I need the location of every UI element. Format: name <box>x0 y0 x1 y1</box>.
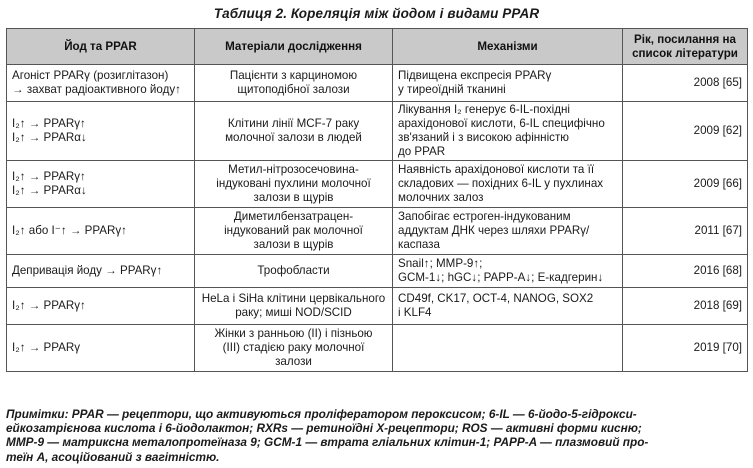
cell-mechanisms-line: і KLF4 <box>398 306 432 319</box>
cell-mechanisms-line: Запобігає естроген-індукованим <box>398 210 571 223</box>
cell-iodine-ppar <box>7 208 195 255</box>
cell-mechanisms-line: у тиреоїдній тканині <box>398 83 506 96</box>
cell-iodine-ppar <box>7 161 195 208</box>
cell-iodine-ppar <box>7 325 195 372</box>
note-line: MMP-9 — матриксна металопротеїназа 9; GCM-1 — втрата гліальних клітин-1; PAPP-A — плазмовий про- <box>6 435 649 450</box>
cell-materials <box>195 208 393 255</box>
cell-mechanisms-line: молочних залоз <box>398 191 484 204</box>
table-row <box>7 255 748 288</box>
cell-materials-line: Жінки з ранньою (II) і пізньою <box>214 327 373 340</box>
cell-mechanisms-line: до PPAR <box>398 145 446 158</box>
cell-materials-line: (III) стадією раку молочної <box>222 341 365 354</box>
cell-materials <box>195 102 393 161</box>
cell-iodine-ppar-line: I₂↑ → PPARα↓ <box>12 184 87 197</box>
cell-mechanisms-line: арахідонової кислоти, 6-IL специфічно <box>398 117 605 130</box>
cell-materials <box>195 161 393 208</box>
table-caption: Таблиця 2. Кореляція між йодом і видами PPAR <box>213 6 540 21</box>
cell-mechanisms-line: каспаза <box>398 238 440 251</box>
cell-materials <box>195 255 393 288</box>
cell-iodine-ppar-line: Агоніст PPARγ (розиглітазон) <box>12 69 169 82</box>
cell-materials-line: Клітини лінії MCF-7 раку <box>227 117 360 130</box>
note-line: Примітки: PPAR — рецептори, що активуються проліфератором пероксисом; 6-IL — 6-йодо-5-гідрокси- <box>6 407 637 421</box>
cell-year-ref: 2018 [69] <box>623 288 748 325</box>
cell-mechanisms-line: аддуктам ДНК через шляхи PPARγ/ <box>398 224 590 237</box>
header-year-ref: Рік, посилання на список літератури <box>623 29 748 65</box>
cell-iodine-ppar <box>7 255 195 288</box>
table-row <box>7 325 748 372</box>
cell-iodine-ppar <box>7 102 195 161</box>
cell-year-ref: 2009 [62] <box>623 102 748 161</box>
cell-materials-line: Пацієнти з карциномою <box>229 69 358 82</box>
cell-mechanisms-line: Лікування I₂ генерує 6-IL-похідні <box>398 103 570 116</box>
cell-materials <box>195 325 393 372</box>
cell-year-ref: 2019 [70] <box>623 325 748 372</box>
cell-iodine-ppar-line: I₂↑ → PPARγ <box>12 341 81 354</box>
cell-iodine-ppar-line: I₂↑ → PPARα↓ <box>12 131 87 144</box>
cell-iodine-ppar-line: I₂↑ → PPARγ↑ <box>12 170 86 183</box>
cell-materials <box>195 288 393 325</box>
table-header-row <box>7 29 748 65</box>
cell-mechanisms-line: CD49f, CK17, OCT-4, NANOG, SOX2 <box>398 292 594 305</box>
cell-materials-line: залози <box>275 355 312 368</box>
note-line: теїн A, асоційований з вагітністю. <box>6 449 220 464</box>
table-row <box>7 65 748 102</box>
note-line: ейкозатрієнова кислота і 6-йодолактон; RXRs — ретиноїдні X-рецептори; ROS — активні форми кисню; <box>6 421 642 436</box>
header-iodine-ppar: Йод та PPAR <box>7 29 195 65</box>
cell-mechanisms-line: Наявність арахідонової кислоти та її <box>398 163 595 176</box>
cell-mechanisms-line: Snail↑; MMP-9↑; <box>398 257 483 270</box>
cell-iodine-ppar <box>7 288 195 325</box>
cell-materials-line: молочної залози в людей <box>225 131 362 144</box>
cell-iodine-ppar-line: I₂↑ → PPARγ↑ <box>12 117 86 130</box>
cell-iodine-ppar <box>7 65 195 102</box>
cell-materials-line: індукований рак молочної <box>224 224 363 237</box>
cell-mechanisms-line: зв'язаний і з високою афінністю <box>398 131 569 144</box>
cell-year-ref: 2009 [66] <box>623 161 748 208</box>
cell-materials-line: індуковані пухлини молочної <box>216 177 371 190</box>
cell-year-ref: 2011 [67] <box>623 208 748 255</box>
cell-materials-line: HeLa і SiHa клітини цервікального <box>201 292 386 305</box>
table-notes <box>6 407 747 464</box>
cell-year-ref: 2016 [68] <box>623 255 748 288</box>
table-row <box>7 208 748 255</box>
cell-materials-line: залози в щурів <box>253 191 334 204</box>
table-row <box>7 102 748 161</box>
cell-mechanisms <box>393 102 623 161</box>
cell-year-ref: 2008 [65] <box>623 65 748 102</box>
cell-materials-line: Диметилбензатрацен- <box>233 210 354 223</box>
cell-mechanisms <box>393 161 623 208</box>
header-mechanisms: Механізми <box>393 29 623 65</box>
cell-mechanisms <box>393 288 623 325</box>
table-row <box>7 161 748 208</box>
cell-mechanisms-line: GCM-1↓; hGC↓; PAPP-A↓; Е-кадгерин↓ <box>398 271 604 284</box>
header-materials: Матеріали дослідження <box>195 29 393 65</box>
cell-mechanisms <box>393 325 623 372</box>
cell-materials-line: раку; миші NOD/SCID <box>235 306 352 319</box>
cell-materials-line: щитоподібної залози <box>237 83 350 96</box>
cell-materials-line: залози в щурів <box>253 238 334 251</box>
cell-materials-line: Метил-нітрозосечовина- <box>228 163 359 176</box>
cell-materials-line: Трофобласти <box>257 264 330 277</box>
correlation-table <box>6 28 748 372</box>
cell-iodine-ppar-line: I₂↑ або I⁻↑ → PPARγ↑ <box>12 224 127 237</box>
cell-mechanisms-line: Підвищена експресія PPARγ <box>398 69 552 82</box>
cell-iodine-ppar-line: Депривація йоду → PPARγ↑ <box>12 264 163 277</box>
cell-materials <box>195 65 393 102</box>
cell-mechanisms <box>393 255 623 288</box>
cell-mechanisms-line: складових — похідних 6-IL у пухлинах <box>398 177 604 190</box>
cell-mechanisms <box>393 208 623 255</box>
cell-iodine-ppar-line: I₂↑ → PPARγ↑ <box>12 299 86 312</box>
cell-iodine-ppar-line: → захват радіоактивного йоду↑ <box>12 83 181 96</box>
table-row <box>7 288 748 325</box>
cell-mechanisms <box>393 65 623 102</box>
